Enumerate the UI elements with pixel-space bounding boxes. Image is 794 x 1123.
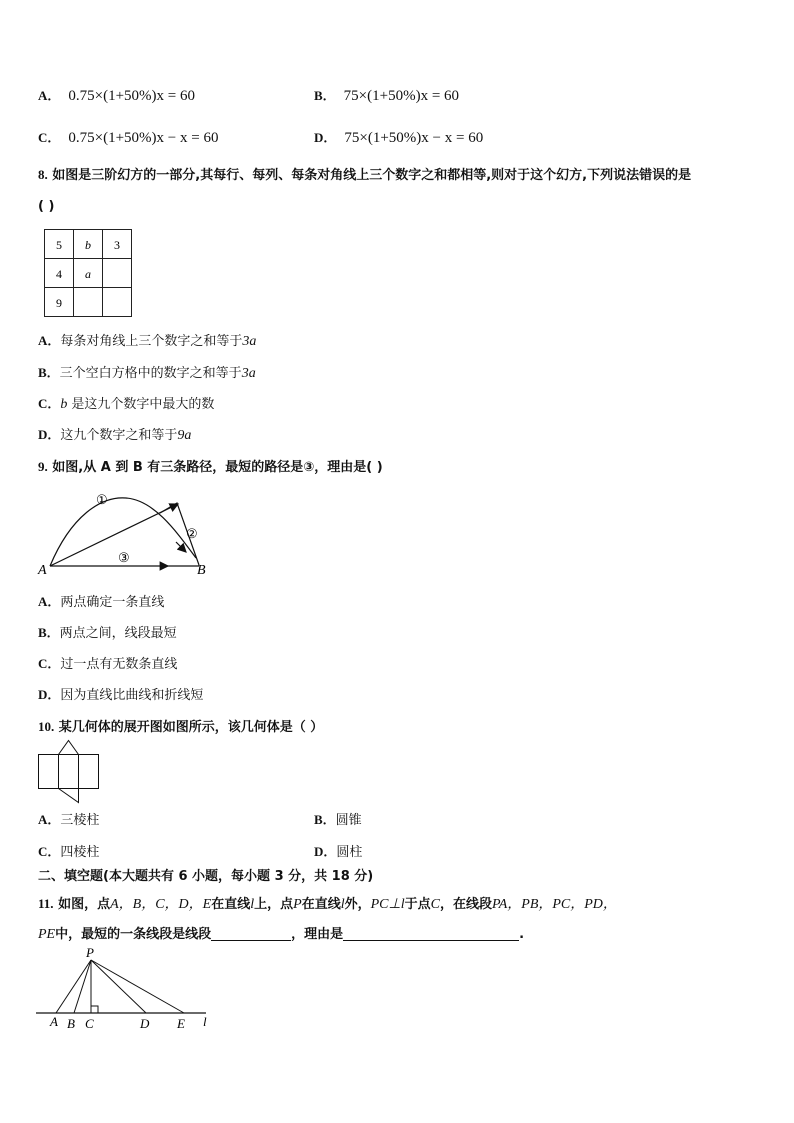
option-text: 每条对角线上三个数字之和等于 [60,334,243,349]
option-label: B． [38,365,60,380]
option-label: D． [314,844,337,859]
q9-option-b [38,624,177,643]
q11-math: P [293,897,302,912]
q7-option-c [38,129,218,148]
option-math: 9a [177,428,192,443]
option-text: 圆锥 [335,813,362,828]
answer-blank-2[interactable] [343,926,519,941]
option-label: C． [38,396,61,411]
option-label: A． [38,594,61,609]
option-label: D． [314,130,337,145]
perpendicular-figure [36,946,226,1036]
grid-cell: 3 [114,238,120,252]
option-text: 三棱柱 [60,813,100,828]
path-3-label: ③ [118,550,130,565]
point-a-label: A [38,563,47,578]
q11-line-1 [38,895,617,914]
grid-cell: 5 [56,238,62,252]
grid-cell: 4 [56,267,62,281]
q11-math: PC⊥l [370,897,405,912]
option-label: B． [314,88,336,103]
net-figure [38,740,102,804]
q11-text: 在直线 [301,897,341,912]
line-l-label: l [203,1014,207,1029]
q11-text: 在直线 [211,897,251,912]
option-label: C． [38,656,61,671]
segment-pb [74,960,91,1013]
q11-line-2 [38,926,524,944]
grid-cell: a [85,267,91,281]
q11-text: 于点 [404,897,431,912]
q10-option-c [38,843,99,862]
point-b-label: B [197,563,206,578]
question-text: 某几何体的展开图如图所示，该几何体是（ ） [58,720,324,735]
q8-stem [38,166,691,185]
option-label: C． [38,130,61,145]
option-label: C． [38,844,61,859]
question-number: 10. [38,719,55,734]
option-text: 圆柱 [336,845,363,860]
point-p-label: P [86,945,94,960]
section-title: 二、填空题(本大题共有 6 小题，每小题 3 分，共 18 分) [38,869,374,884]
q11-math: A，B，C，D，E [110,897,212,912]
option-math: b [60,397,68,412]
grid-cell: 9 [56,296,62,310]
option-label: A． [38,812,61,827]
q11-math: C [430,897,440,912]
option-text: 是这九个数字中最大的数 [71,397,215,412]
option-text: 这九个数字之和等于 [60,428,178,443]
option-text: 三个空白方格中的数字之和等于 [59,366,242,381]
q11-text: 如图，点 [58,897,111,912]
option-text: 两点之间，线段最短 [59,626,177,641]
q11-math: l [340,897,345,912]
paths-figure [36,486,216,578]
option-label: D． [38,427,61,442]
option-expression: 75×(1+50%)x − x = 60 [344,130,484,146]
q8-option-b [38,364,256,383]
q9-option-c [38,655,177,674]
q11-math: PE [38,927,56,942]
question-number: 8. [38,167,48,182]
q8-paren: ( ) [38,199,55,214]
point-a-label: A [50,1014,58,1029]
q11-text: . [519,927,525,942]
q9-option-a [38,593,164,612]
question-number: 11. [38,896,54,911]
answer-blank-1[interactable] [211,926,291,941]
point-d-label: D [140,1016,150,1031]
point-c-label: C [85,1016,94,1031]
q11-text: 上，点 [254,897,294,912]
q11-text: ，理由是 [291,927,344,942]
q11-text: ，在线段 [439,897,492,912]
q11-math: PA，PB，PC，PD， [491,897,617,912]
right-angle-mark [91,1006,98,1013]
q8-option-d [38,426,191,445]
q10-option-b [314,811,362,830]
option-label: A． [38,333,61,348]
q11-math: l [250,897,255,912]
option-text: 因为直线比曲线和折线短 [60,688,204,703]
q7-option-a [38,87,195,106]
option-label: B． [314,812,336,827]
question-number: 9. [38,459,48,474]
q9-option-d [38,686,203,705]
option-text: 过一点有无数条直线 [60,657,178,672]
q7-option-d [314,129,483,148]
q7-option-b [314,87,459,106]
q10-option-d [314,843,362,862]
path-1-label: ① [96,492,108,507]
option-text: 四棱柱 [60,845,100,860]
option-label: A． [38,88,61,103]
question-text: 如图,从 A 到 B 有三条路径，最短的路径是③，理由是( ) [52,460,383,475]
option-math: 3a [242,334,257,349]
path-2-label: ② [186,526,198,541]
question-text: 如图是三阶幻方的一部分,其每行、每列、每条对角线上三个数字之和都相等,则对于这个幻方,下列说法错误的是 [52,168,692,183]
option-label: B． [38,625,60,640]
q10-stem [38,718,323,737]
point-b-label: B [67,1016,75,1031]
grid-cell: b [85,238,91,252]
q8-option-a [38,332,256,351]
magic-square-figure [44,229,134,319]
option-text: 两点确定一条直线 [60,595,165,610]
option-math: 3a [241,366,256,381]
q10-option-a [38,811,99,830]
segment-pa [56,960,91,1013]
option-expression: 0.75×(1+50%)x − x = 60 [68,130,219,146]
q11-text: 外， [344,897,371,912]
point-e-label: E [177,1016,185,1031]
option-expression: 0.75×(1+50%)x = 60 [68,88,196,104]
q8-option-c [38,395,214,414]
q11-text: 中，最短的一条线段是线段 [55,927,212,942]
q9-stem [38,458,383,477]
option-label: D． [38,687,61,702]
path-2-polyline [50,504,178,566]
option-expression: 75×(1+50%)x = 60 [343,88,460,104]
